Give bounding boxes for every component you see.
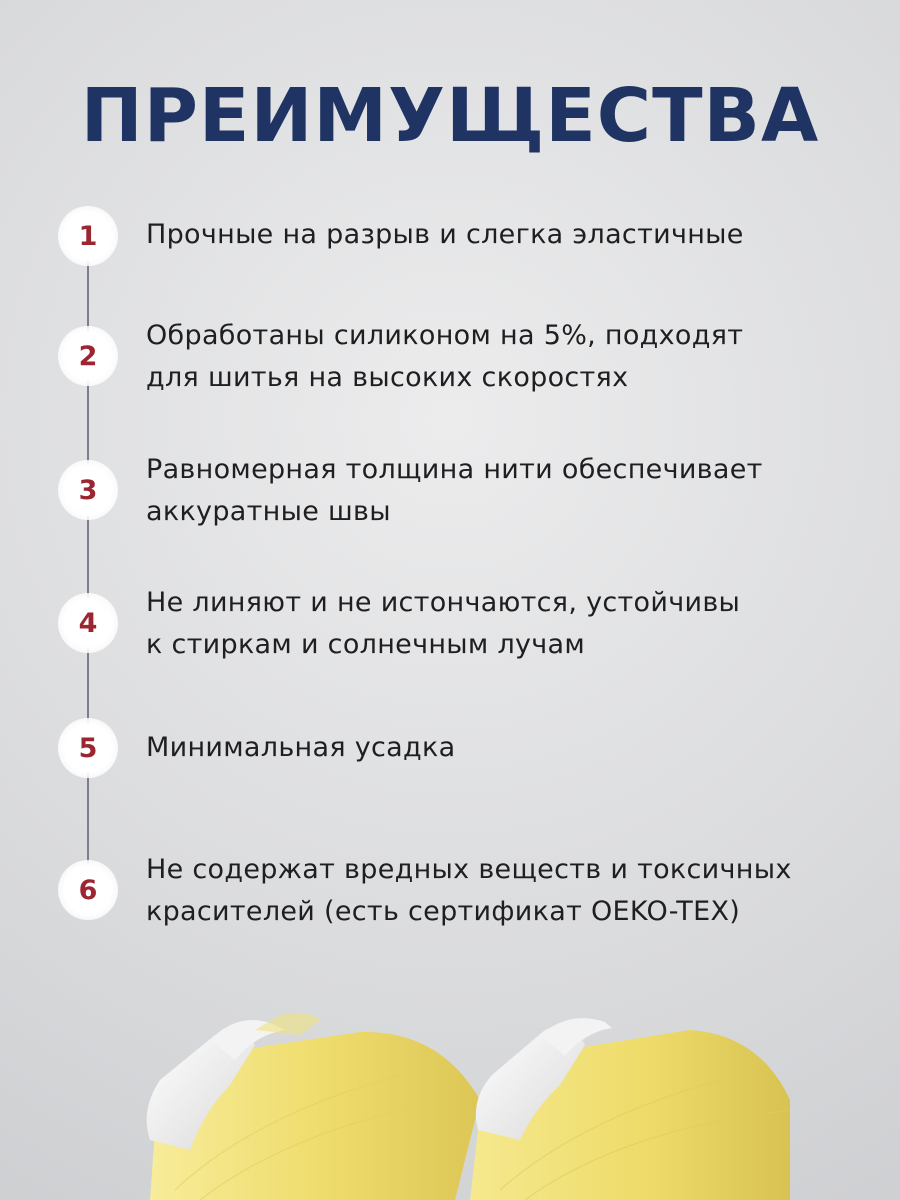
number-badge: 5 <box>58 718 118 778</box>
advantage-text <box>146 214 866 256</box>
advantage-line: Минимальная усадка <box>146 732 456 763</box>
advantage-line: красителей (есть сертификат OEKO-TEX) <box>146 896 741 927</box>
advantage-line: Не линяют и не истончаются, устойчивы <box>146 587 741 618</box>
thread-spools-icon <box>0 990 900 1200</box>
advantage-line: к стиркам и солнечным лучам <box>146 629 586 660</box>
advantage-line: Обработаны силиконом на 5%, подходят <box>146 320 744 351</box>
advantage-line: Не содержат вредных веществ и токсичных <box>146 854 792 885</box>
advantage-text <box>146 727 866 769</box>
number-badge: 2 <box>58 326 118 386</box>
advantage-text <box>146 449 866 533</box>
advantage-text <box>146 315 866 399</box>
spool-left <box>147 1013 480 1200</box>
number-badge: 1 <box>58 206 118 266</box>
number-badge: 4 <box>58 593 118 653</box>
advantage-line: для шитья на высоких скоростях <box>146 362 629 393</box>
number-badge: 3 <box>58 460 118 520</box>
spool-right <box>470 1018 790 1200</box>
advantage-line: Прочные на разрыв и слегка эластичные <box>146 219 744 250</box>
number-badge: 6 <box>58 860 118 920</box>
page-title: ПРЕИМУЩЕСТВА <box>80 73 820 159</box>
advantage-text <box>146 849 866 933</box>
advantage-line: Равномерная толщина нити обеспечивает <box>146 454 763 485</box>
advantage-line: аккуратные швы <box>146 496 391 527</box>
advantage-text <box>146 582 866 666</box>
